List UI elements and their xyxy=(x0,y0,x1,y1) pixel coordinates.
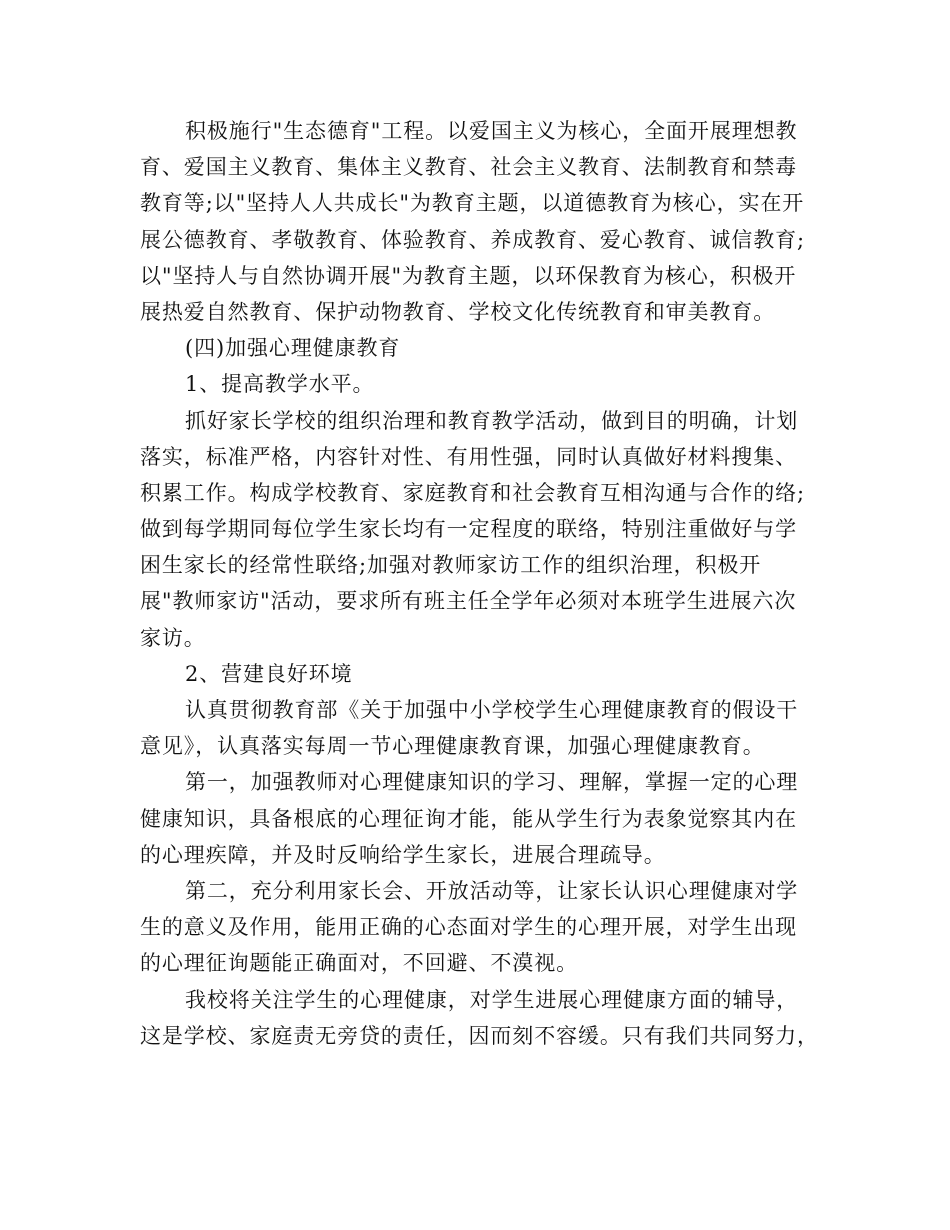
text-line: 的心理征询题能正确面对，不回避、不漠视。 xyxy=(140,951,578,976)
text-line: 教育等;以"坚持人人共成长"为教育主题，以道德教育为核心，实在开 xyxy=(140,191,805,216)
text-line: 这是学校、家庭责无旁贷的责任，因而刻不容缓。只有我们共同努力， xyxy=(140,1023,819,1048)
text-line: 第一，加强教师对心理健康知识的学习、理解，掌握一定的心理 xyxy=(185,770,799,795)
text-line: 积极施行"生态德育"工程。以爱国主义为核心，全面开展理想教 xyxy=(185,119,798,143)
text-line: 2、营建良好环境 xyxy=(185,661,353,686)
text-line: 抓好家长学校的组织治理和教育教学活动，做到目的明确，计划 xyxy=(185,408,799,433)
text-line: 生的意义及作用，能用正确的心态面对学生的心理开展，对学生出现 xyxy=(140,915,797,940)
text-line: 认真贯彻教育部《关于加强中小学校学生心理健康教育的假设干 xyxy=(185,698,799,722)
text-line: 积累工作。构成学校教育、家庭教育和社会教育互相沟通与合作的络; xyxy=(140,480,805,505)
text-line: 家访。 xyxy=(140,625,206,650)
document-body xyxy=(140,113,822,1054)
text-line: 的心理疾障，并及时反响给学生家长，进展合理疏导。 xyxy=(140,842,666,867)
text-line: 做到每学期同每位学生家长均有一定程度的联络，特别注重做好与学 xyxy=(140,517,797,542)
text-line: (四)加强心理健康教育 xyxy=(185,336,401,361)
text-line: 意见》，认真落实每周一节心理健康教育课，加强心理健康教育。 xyxy=(140,734,765,759)
text-line: 1、提高教学水平。 xyxy=(185,372,375,397)
text-line: 落实，标准严格，内容针对性、有用性强，同时认真做好材料搜集、 xyxy=(140,444,797,469)
text-line: 第二，充分利用家长会、开放活动等，让家长认识心理健康对学 xyxy=(185,878,799,903)
text-line: 以"坚持人与自然协调开展"为教育主题，以环保教育为核心，积极开 xyxy=(140,263,797,288)
text-line: 展公德教育、孝敬教育、体验教育、养成教育、爱心教育、诚信教育; xyxy=(140,227,805,252)
text-line: 我校将关注学生的心理健康，对学生进展心理健康方面的辅导， xyxy=(185,987,799,1012)
text-line: 困生家长的经常性联络;加强对教师家访工作的组织治理，积极开 xyxy=(140,553,762,578)
text-line: 健康知识，具备根底的心理征询才能，能从学生行为表象觉察其内在 xyxy=(140,806,797,831)
text-line: 育、爱国主义教育、集体主义教育、社会主义教育、法制教育和禁毒 xyxy=(140,155,797,180)
text-line: 展"教师家访"活动，要求所有班主任全学年必须对本班学生进展六次 xyxy=(140,589,797,614)
text-line: 展热爱自然教育、保护动物教育、学校文化传统教育和审美教育。 xyxy=(140,299,776,324)
